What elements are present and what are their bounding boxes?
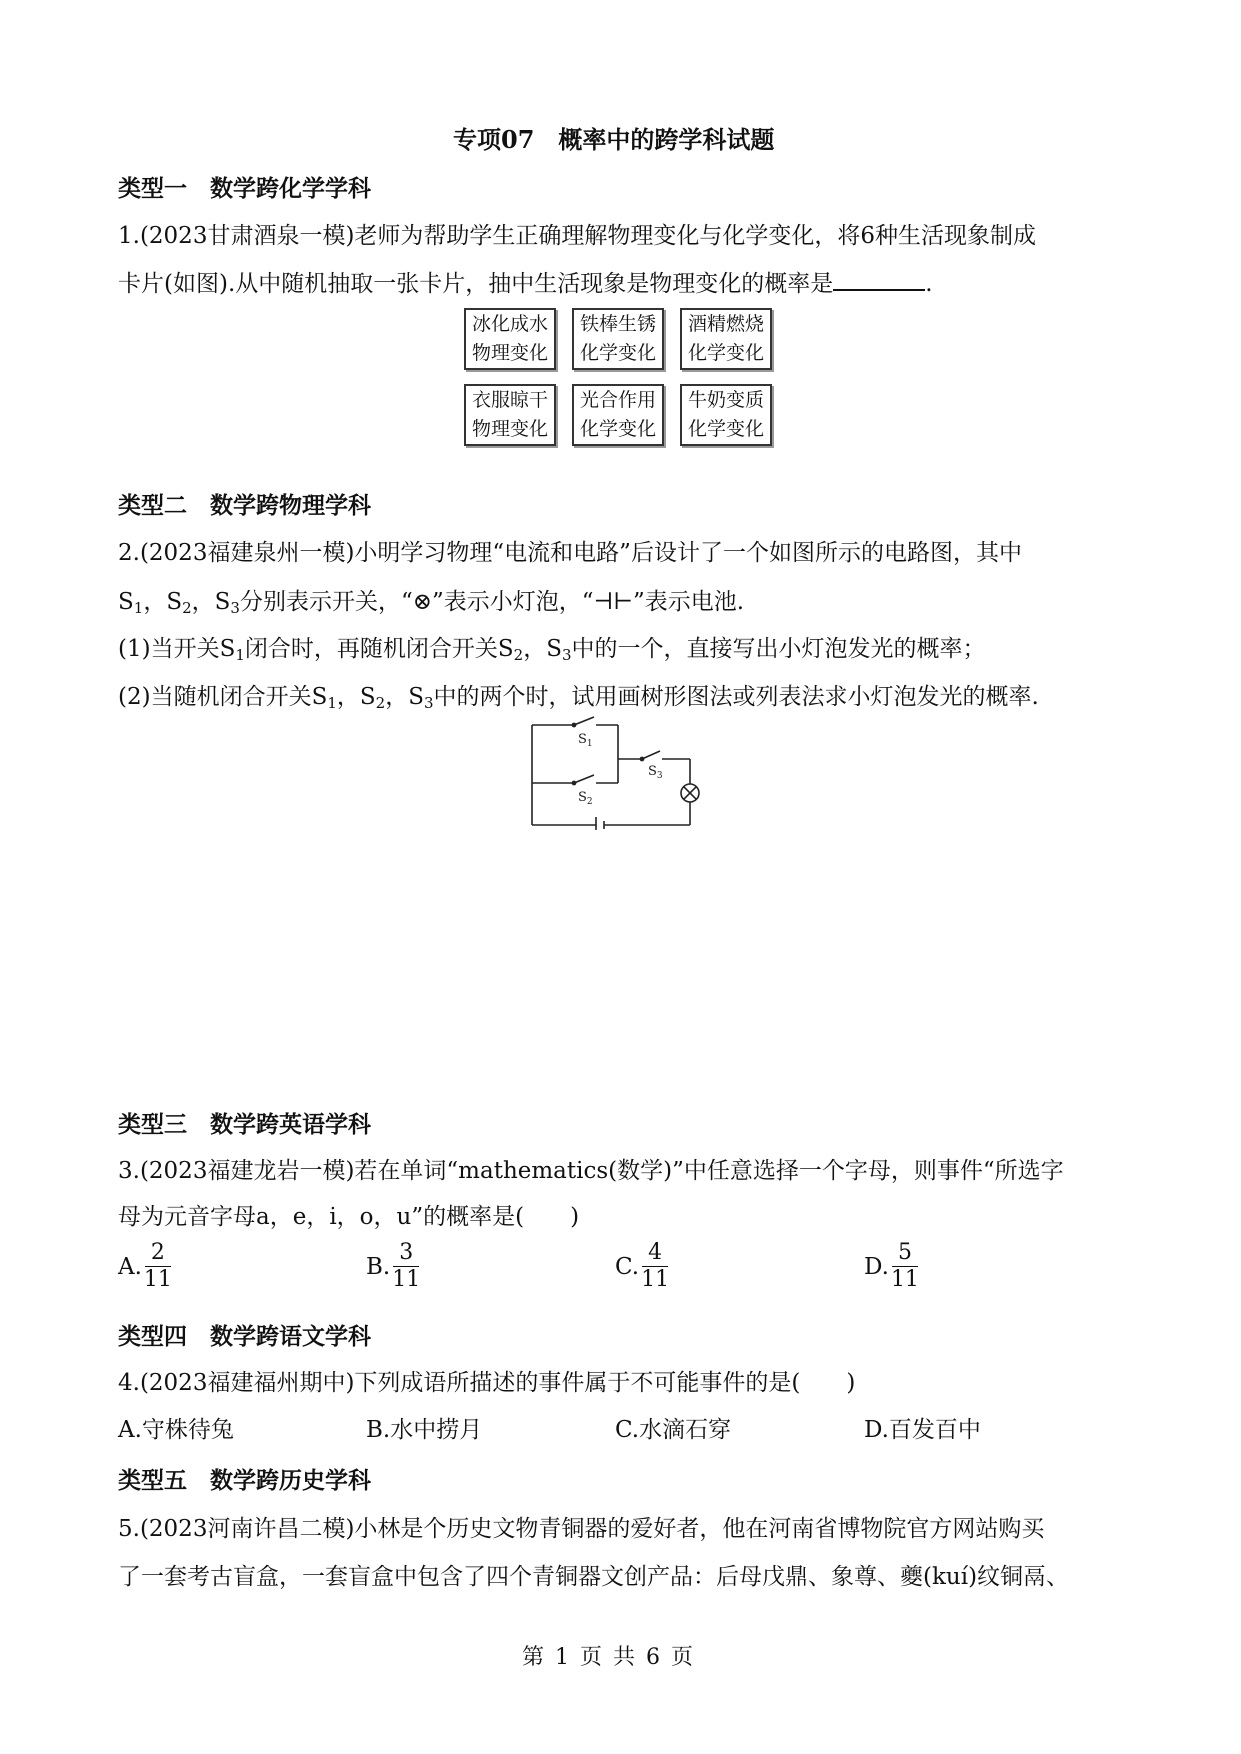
subscript: 1 [327,694,337,712]
subscript: 1 [133,599,144,617]
page-title: 专项07 概率中的跨学科试题 [453,125,775,154]
card-top: 酒精燃烧 [687,313,764,335]
card-bottom: 化学变化 [579,418,656,440]
text: ，S [336,684,376,710]
text: 中的两个时，试用画树形图法或列表法求小灯泡发光的概率. [433,684,1039,710]
option-a[interactable] [118,1240,172,1293]
switch-label-s3: $S_3$ [648,764,663,781]
text: ) [570,1204,580,1230]
subscript: 3 [423,694,434,712]
card-bottom: 物理变化 [471,342,548,364]
card-top: 衣服晾干 [471,389,548,411]
text: 分别表示开关，“⊗”表示小灯泡，“⊣⊢”表示电池. [239,589,745,615]
subscript: 2 [375,694,386,712]
card-bottom: 物理变化 [471,418,548,440]
section-heading-english: 类型三 数学跨英语学科 [118,1112,371,1138]
numerator: 2 [150,1240,165,1265]
fraction [891,1240,919,1293]
subscript: 2 [513,646,524,664]
option-label: A. [118,1253,142,1280]
option-c[interactable]: C.水滴石穿 [615,1417,732,1443]
numerator: 3 [399,1240,414,1265]
question-2-part-2 [118,678,1039,712]
text: ，S [523,636,562,662]
answer-blank[interactable] [833,271,925,291]
question-5-line-1: 5.(2023河南许昌二模)小林是个历史文物青铜器的爱好者，他在河南省博物院官方网站购买 [118,1516,1045,1542]
card [464,384,556,446]
subscript: 1 [235,646,245,664]
option-label: B. [366,1253,391,1280]
card [572,384,664,446]
section-heading-physics: 类型二 数学跨物理学科 [118,493,371,519]
card [680,308,772,370]
section-heading-chemistry: 类型一 数学跨化学学科 [118,176,371,202]
switch-label-s1: $S_1$ [578,732,593,749]
question-2-part-1 [118,630,986,664]
option-a[interactable]: A.守株待兔 [118,1417,234,1443]
card-top: 铁棒生锈 [579,313,656,335]
fraction [144,1240,172,1293]
card-top: 光合作用 [579,389,656,411]
option-b[interactable]: B.水中捞月 [366,1417,483,1443]
card [680,384,772,446]
option-d[interactable] [864,1240,919,1293]
option-label: D. [864,1253,889,1280]
card-top: 牛奶变质 [687,389,764,411]
question-1-line-2 [118,265,933,298]
denominator: 11 [143,1267,172,1292]
card-bottom: 化学变化 [687,418,764,440]
fraction [641,1240,669,1293]
question-3-line-2 [118,1198,579,1231]
text: S [118,589,134,615]
circuit-diagram [520,715,720,830]
card [572,308,664,370]
text: 4.(2023福建福州期中)下列成语所描述的事件属于不可能事件的是( [118,1370,801,1396]
period: . [925,271,933,297]
text: ) [846,1370,856,1396]
question-5-line-2: 了一套考古盲盒，一套盲盒中包含了四个青铜器文创产品：后母戊鼎、象尊、夔(kuí)纹铜鬲、 [118,1564,1070,1590]
card-bottom: 化学变化 [687,342,764,364]
text: ，S [191,589,231,615]
question-3-line-1: 3.(2023福建龙岩一模)若在单词“mathematics(数学)”中任意选择一个字母，则事件“所选字 [118,1158,1064,1184]
option-c[interactable] [615,1240,669,1293]
denominator: 11 [392,1267,421,1292]
question-1-text: 卡片(如图).从中随机抽取一张卡片，抽中生活现象是物理变化的概率是 [118,271,834,297]
question-1-line-1: 1.(2023甘肃酒泉一模)老师为帮助学生正确理解物理变化与化学变化，将6种生活现象制成 [118,223,1037,249]
option-label: C. [615,1253,640,1280]
subscript: 3 [561,646,572,664]
switch-label-s2: $S_2$ [578,790,593,807]
text: (1)当开关S [118,636,236,662]
numerator: 4 [648,1240,663,1265]
page-footer: 第 1 页 共 6 页 [522,1645,695,1670]
subscript: 2 [182,599,192,617]
card-top: 冰化成水 [471,313,548,335]
denominator: 11 [890,1267,919,1292]
text: ，S [143,589,183,615]
text: 母为元音字母a，e，i，o，u”的概率是( [118,1204,525,1230]
text: 闭合时，再随机闭合开关S [244,636,514,662]
option-b[interactable] [366,1240,420,1293]
fraction [392,1240,420,1293]
text: (2)当随机闭合开关S [118,684,328,710]
question-2-line-1: 2.(2023福建泉州一模)小明学习物理“电流和电路”后设计了一个如图所示的电路图，其中 [118,540,1022,566]
text: ，S [385,684,424,710]
section-heading-chinese: 类型四 数学跨语文学科 [118,1324,371,1350]
card [464,308,556,370]
question-4-line-1 [118,1364,855,1397]
text: 中的一个，直接写出小灯泡发光的概率； [571,636,986,662]
subscript: 3 [230,599,240,617]
option-d[interactable]: D.百发百中 [864,1417,981,1443]
section-heading-history: 类型五 数学跨历史学科 [118,1468,371,1494]
card-bottom: 化学变化 [579,342,656,364]
question-2-line-2 [118,583,744,617]
numerator: 5 [897,1240,912,1265]
denominator: 11 [641,1267,670,1292]
